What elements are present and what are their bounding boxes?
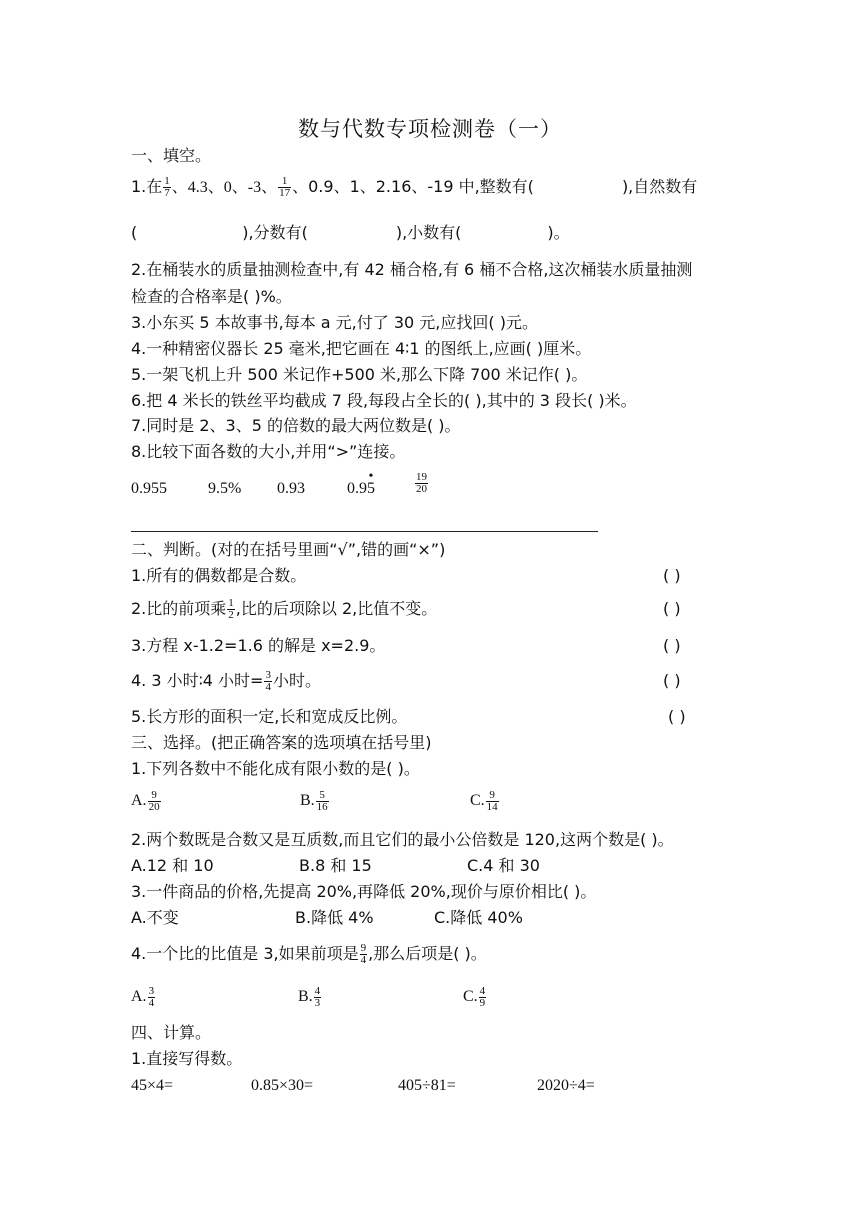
judge-answer-box-2[interactable]: ( ) xyxy=(663,599,681,618)
question-1-8: 8.比较下面各数的大小,并用“>”连接。 xyxy=(131,442,406,461)
question-1-6: 6.把 4 米长的铁丝平均截成 7 段,每段占全长的( ),其中的 3 段长( )米。 xyxy=(131,391,637,410)
section-4-heading: 四、计算。 xyxy=(131,1023,212,1042)
question-1-4: 4.一种精密仪器长 25 毫米,把它画在 4∶1 的图纸上,应画( )厘米。 xyxy=(131,339,592,358)
judge-answer-box-4[interactable]: ( ) xyxy=(663,671,681,690)
choice-option-b[interactable]: B. $\frac{4}{3}$ xyxy=(298,985,321,1009)
choice-option-c[interactable]: C. $\frac{9}{14}$ xyxy=(470,789,498,813)
choice-option-a[interactable]: A. $\frac{9}{20}$ xyxy=(131,789,160,813)
choice-question-2: 2.两个数既是合数又是互质数,而且它们的最小公倍数是 120,这两个数是( )。 xyxy=(131,830,674,849)
judge-answer-box-1[interactable]: ( ) xyxy=(663,566,681,585)
calc-item: 45×4= xyxy=(131,1077,174,1094)
choice-option-b[interactable]: B.8 和 15 xyxy=(299,856,372,875)
question-1-2-line-1: 2.在桶装水的质量抽测检查中,有 42 桶合格,有 6 桶不合格,这次桶装水质量抽测 xyxy=(131,260,693,279)
choice-option-a[interactable]: A.不变 xyxy=(131,908,179,927)
calc-item: 405÷81= xyxy=(398,1077,456,1094)
question-1-7: 7.同时是 2、3、5 的倍数的最大两位数是( )。 xyxy=(131,416,461,435)
judge-question-3: 3.方程 x-1.2=1.6 的解是 x=2.9。 xyxy=(131,636,386,655)
fraction: $\frac{1}{7}$ xyxy=(164,175,170,199)
choice-question-1: 1.下列各数中不能化成有限小数的是( )。 xyxy=(131,759,420,778)
question-1-1-line-2: ( ),分数有( ),小数有( )。 xyxy=(131,223,570,242)
section-2-heading: 二、判断。(对的在括号里画“√”,错的画“×”) xyxy=(131,540,446,559)
compare-number: 0.93 xyxy=(277,480,305,497)
judge-question-1: 1.所有的偶数都是合数。 xyxy=(131,566,307,585)
compare-number-repeating: 0.9 • 5 xyxy=(347,469,375,497)
choice-question-4: 4.一个比的比值是 3,如果前项是 $\frac{9}{4}$ ,那么后项是( )。 xyxy=(131,942,487,966)
section-3-heading: 三、选择。(把正确答案的选项填在括号里) xyxy=(131,733,432,752)
choice-option-a[interactable]: A.12 和 10 xyxy=(131,856,214,875)
choice-option-a[interactable]: A. $\frac{3}{4}$ xyxy=(131,985,155,1009)
calc-item: 2020÷4= xyxy=(537,1077,595,1094)
calc-subheading: 1.直接写得数。 xyxy=(131,1049,243,1068)
judge-question-5: 5.长方形的面积一定,长和宽成反比例。 xyxy=(131,707,408,726)
compare-number: 9.5% xyxy=(208,480,242,497)
judge-answer-box-5[interactable]: ( ) xyxy=(668,707,686,726)
choice-option-c[interactable]: C.降低 40% xyxy=(434,908,523,927)
question-1-3: 3.小东买 5 本故事书,每本 a 元,付了 30 元,应找回( )元。 xyxy=(131,313,538,332)
choice-option-b[interactable]: B. $\frac{5}{16}$ xyxy=(300,789,328,813)
choice-question-3: 3.一件商品的价格,先提高 20%,再降低 20%,现价与原价相比( )。 xyxy=(131,882,597,901)
judge-answer-box-3[interactable]: ( ) xyxy=(663,636,681,655)
question-1-1-line-1: 1.在 $\frac{1}{7}$ 、4.3、0、-3、 $\frac{1}{17}$ 、0.9、1、2.16、-19 中,整数有( ),自然数有 xyxy=(131,175,698,199)
compare-fraction: $\frac{19}{20}$ xyxy=(416,471,427,495)
divider-line xyxy=(131,531,598,532)
compare-number: 0.955 xyxy=(131,480,167,497)
choice-option-c[interactable]: C.4 和 30 xyxy=(467,856,540,875)
question-1-2-line-2: 检查的合格率是( )%。 xyxy=(131,287,292,306)
judge-question-4: 4. 3 小时∶4 小时= $\frac{3}{4}$ 小时。 xyxy=(131,669,321,693)
judge-question-2: 2.比的前项乘 $\frac{1}{2}$ ,比的后项除以 2,比值不变。 xyxy=(131,597,438,621)
choice-option-b[interactable]: B.降低 4% xyxy=(295,908,374,927)
page-title: 数与代数专项检测卷（一） xyxy=(298,117,562,141)
calc-item: 0.85×30= xyxy=(251,1077,314,1094)
repeating-dot-icon: • xyxy=(368,469,374,484)
fraction: $\frac{1}{17}$ xyxy=(279,175,291,199)
choice-option-c[interactable]: C. $\frac{4}{9}$ xyxy=(463,985,486,1009)
question-1-5: 5.一架飞机上升 500 米记作+500 米,那么下降 700 米记作( )。 xyxy=(131,365,588,384)
section-1-heading: 一、填空。 xyxy=(131,146,212,165)
